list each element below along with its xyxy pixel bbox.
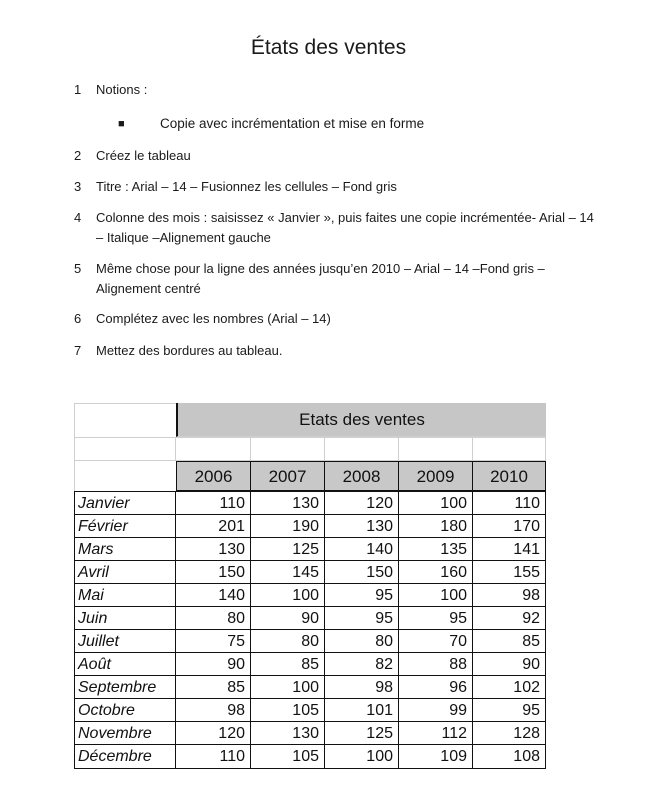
instruction-1 <box>74 80 604 100</box>
row-border <box>74 629 546 630</box>
left-border <box>74 491 75 769</box>
value-cell: 98 <box>522 587 540 604</box>
instruction-number: 6 <box>74 311 82 326</box>
value-cell: 125 <box>366 725 393 742</box>
value-cell: 80 <box>227 610 245 627</box>
value-cell: 70 <box>449 633 467 650</box>
value-cell: 85 <box>301 656 319 673</box>
value-cell: 109 <box>440 748 467 765</box>
value-cell: 120 <box>218 725 245 742</box>
value-cell: 150 <box>366 564 393 581</box>
value-cell: 101 <box>366 702 393 719</box>
value-cell: 100 <box>292 587 319 604</box>
value-cell: 99 <box>449 702 467 719</box>
instruction-6 <box>74 309 604 329</box>
value-cell: 120 <box>366 495 393 512</box>
value-cell: 108 <box>513 748 540 765</box>
value-cell: 98 <box>375 679 393 696</box>
value-cell: 90 <box>301 610 319 627</box>
value-cell: 105 <box>292 702 319 719</box>
value-cell: 100 <box>366 748 393 765</box>
row-border <box>74 606 546 607</box>
instruction-number: 1 <box>74 82 82 97</box>
page-title: États des ventes <box>250 36 407 59</box>
grid-line <box>74 403 75 491</box>
instruction-4 <box>74 208 604 248</box>
value-cell: 110 <box>219 495 245 512</box>
value-cell: 82 <box>375 656 393 673</box>
value-cell: 190 <box>292 518 319 535</box>
instruction-number: 3 <box>74 179 82 194</box>
value-cell: 128 <box>513 725 540 742</box>
value-cell: 98 <box>227 702 245 719</box>
value-cell: 105 <box>292 748 319 765</box>
month-cell: Avril <box>78 564 109 581</box>
value-cell: 110 <box>219 748 245 765</box>
instruction-text: Même chose pour la ligne des années jusqu’en 2010 – Arial – 14 –Fond gris – Alignement centré <box>96 261 545 296</box>
value-cell: 130 <box>218 541 245 558</box>
row-border <box>74 514 546 515</box>
value-cell: 201 <box>218 518 245 535</box>
month-cell: Juin <box>78 610 108 627</box>
value-cell: 85 <box>227 679 245 696</box>
month-cell: Novembre <box>78 725 152 742</box>
row-border <box>74 721 546 722</box>
grid-line <box>324 437 325 461</box>
value-cell: 141 <box>513 541 540 558</box>
value-cell: 88 <box>449 656 467 673</box>
instruction-text: Créez le tableau <box>96 148 191 163</box>
instruction-3 <box>74 177 604 197</box>
column-border <box>472 491 473 769</box>
value-cell: 90 <box>227 656 245 673</box>
value-cell: 145 <box>292 564 319 581</box>
instruction-number: 7 <box>74 343 82 358</box>
instruction-text: Titre : Arial – 14 – Fusionnez les cellules – Fond gris <box>96 179 397 194</box>
month-cell: Mai <box>78 587 104 604</box>
value-cell: 140 <box>366 541 393 558</box>
value-cell: 112 <box>441 725 467 742</box>
grid-line <box>398 437 399 461</box>
column-border <box>250 491 251 769</box>
year-header: 2009 <box>398 461 473 491</box>
instruction-text: Notions : <box>96 82 148 97</box>
value-cell: 95 <box>449 610 467 627</box>
sub-item-text: Copie avec incrémentation et mise en forme <box>160 116 425 131</box>
bullet-sub-item <box>118 114 424 134</box>
value-cell: 100 <box>440 587 467 604</box>
value-cell: 135 <box>440 541 467 558</box>
value-cell: 170 <box>513 518 540 535</box>
value-cell: 110 <box>514 495 540 512</box>
value-cell: 125 <box>292 541 319 558</box>
row-border <box>74 698 546 699</box>
year-header: 2007 <box>250 461 325 491</box>
column-border <box>324 491 325 769</box>
value-cell: 130 <box>292 725 319 742</box>
month-cell: Octobre <box>78 702 135 719</box>
instruction-5 <box>74 259 604 299</box>
value-cell: 92 <box>522 610 540 627</box>
value-cell: 85 <box>522 633 540 650</box>
instruction-number: 4 <box>74 210 82 225</box>
row-border <box>74 560 546 561</box>
value-cell: 140 <box>218 587 245 604</box>
value-cell: 180 <box>440 518 467 535</box>
row-border <box>74 652 546 653</box>
grid-line <box>545 437 546 461</box>
instruction-7 <box>74 341 604 361</box>
value-cell: 95 <box>375 587 393 604</box>
value-cell: 80 <box>301 633 319 650</box>
value-cell: 130 <box>366 518 393 535</box>
square-bullet-icon: ■ <box>118 118 125 130</box>
year-header: 2008 <box>324 461 399 491</box>
instruction-2 <box>74 146 604 166</box>
row-border <box>74 744 546 745</box>
month-cell: Février <box>78 518 128 535</box>
instruction-number: 2 <box>74 148 82 163</box>
year-header: 2006 <box>176 461 251 491</box>
value-cell: 95 <box>522 702 540 719</box>
value-cell: 90 <box>522 656 540 673</box>
year-header: 2010 <box>472 461 546 491</box>
value-cell: 160 <box>440 564 467 581</box>
month-cell: Août <box>78 656 111 673</box>
month-cell: Janvier <box>78 495 130 512</box>
value-cell: 96 <box>449 679 467 696</box>
value-cell: 102 <box>513 679 540 696</box>
grid-line <box>472 437 473 461</box>
value-cell: 100 <box>440 495 467 512</box>
value-cell: 130 <box>292 495 319 512</box>
value-cell: 80 <box>375 633 393 650</box>
row-border <box>74 537 546 538</box>
sales-table <box>74 403 546 769</box>
grid-line <box>250 437 251 461</box>
grid-line <box>74 437 546 438</box>
instruction-text: Complétez avec les nombres (Arial – 14) <box>96 311 331 326</box>
instruction-number: 5 <box>74 261 82 276</box>
month-cell: Septembre <box>78 679 157 696</box>
table-title: Etats des ventes <box>176 403 546 437</box>
month-cell: Mars <box>78 541 114 558</box>
value-cell: 95 <box>375 610 393 627</box>
grid-line <box>175 437 176 461</box>
value-cell: 75 <box>227 633 245 650</box>
month-cell: Décembre <box>78 748 152 765</box>
column-border <box>398 491 399 769</box>
instruction-text: Colonne des mois : saisissez « Janvier », puis faites une copie incrémentée- Arial – 14 – Italique –Alignement gauche <box>96 210 594 245</box>
value-cell: 100 <box>292 679 319 696</box>
instruction-text: Mettez des bordures au tableau. <box>96 343 283 358</box>
month-cell: Juillet <box>78 633 119 650</box>
month-column-border <box>175 491 176 769</box>
value-cell: 150 <box>218 564 245 581</box>
row-border <box>74 583 546 584</box>
row-border <box>74 675 546 676</box>
value-cell: 155 <box>513 564 540 581</box>
